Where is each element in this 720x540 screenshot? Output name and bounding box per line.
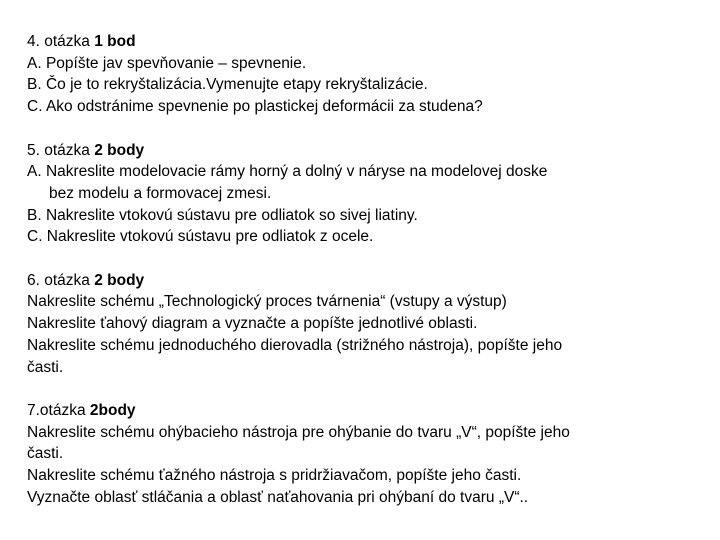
question-5-line-b: B. Nakreslite vtokovú sústavu pre odliatok so sivej liatiny. (27, 206, 418, 224)
question-5-title (27, 140, 707, 162)
question-4-line-b: B. Čo je to rekryštalizácia.Vymenujte etapy rekryštalizácie. (27, 76, 428, 94)
question-5 (27, 140, 707, 249)
question-4-title (27, 31, 707, 53)
question-4-line-a: A. Popíšte jav spevňovanie – spevnenie. (27, 54, 307, 72)
exam-questions (27, 31, 707, 508)
question-6-label: 6. otázka (27, 271, 95, 289)
question-6-line-3: Nakreslite schému jednoduchého dierovadla (strižného nástroja), popíšte jeho (27, 336, 563, 354)
question-6-line-1: Nakreslite schému „Technologický proces tvárnenia“ (vstupy a výstup) (27, 293, 507, 311)
question-5-points: 2 body (94, 141, 145, 159)
question-7-label: 7.otázka (27, 401, 90, 419)
question-7-line-1: Nakreslite schému ohýbacieho nástroja pre ohýbanie do tvaru „V“, popíšte jeho (27, 423, 570, 441)
question-4 (27, 31, 707, 118)
question-7-points: 2body (89, 401, 136, 419)
question-6 (27, 270, 707, 379)
question-7-line-1-continued: časti. (27, 445, 64, 463)
question-7 (27, 400, 707, 509)
question-5-label: 5. otázka (27, 141, 95, 159)
question-5-line-c: C. Nakreslite vtokovú sústavu pre odliatok z ocele. (27, 228, 374, 246)
question-4-line-c: C. Ako odstránime spevnenie po plastickej deformácii za studena? (27, 98, 483, 116)
question-6-line-3-continued: časti. (27, 358, 64, 376)
question-6-title (27, 270, 707, 292)
question-7-line-3: Vyznačte oblasť stláčania a oblasť naťahovania pri ohýbaní do tvaru „V“.. (27, 488, 529, 506)
question-6-line-2: Nakreslite ťahový diagram a vyznačte a popíšte jednotlivé oblasti. (27, 315, 478, 333)
question-4-label: 4. otázka (27, 33, 95, 50)
question-5-line-a-continued: bez modelu a formovacej zmesi. (49, 184, 272, 202)
question-7-title (27, 400, 707, 422)
question-4-points: 1 bod (94, 33, 136, 50)
question-7-line-2: Nakreslite schému ťažného nástroja s pridržiavačom, popíšte jeho časti. (27, 467, 522, 485)
question-6-points: 2 body (94, 271, 145, 289)
question-5-line-a: A. Nakreslite modelovacie rámy horný a dolný v náryse na modelovej doske (27, 163, 548, 181)
